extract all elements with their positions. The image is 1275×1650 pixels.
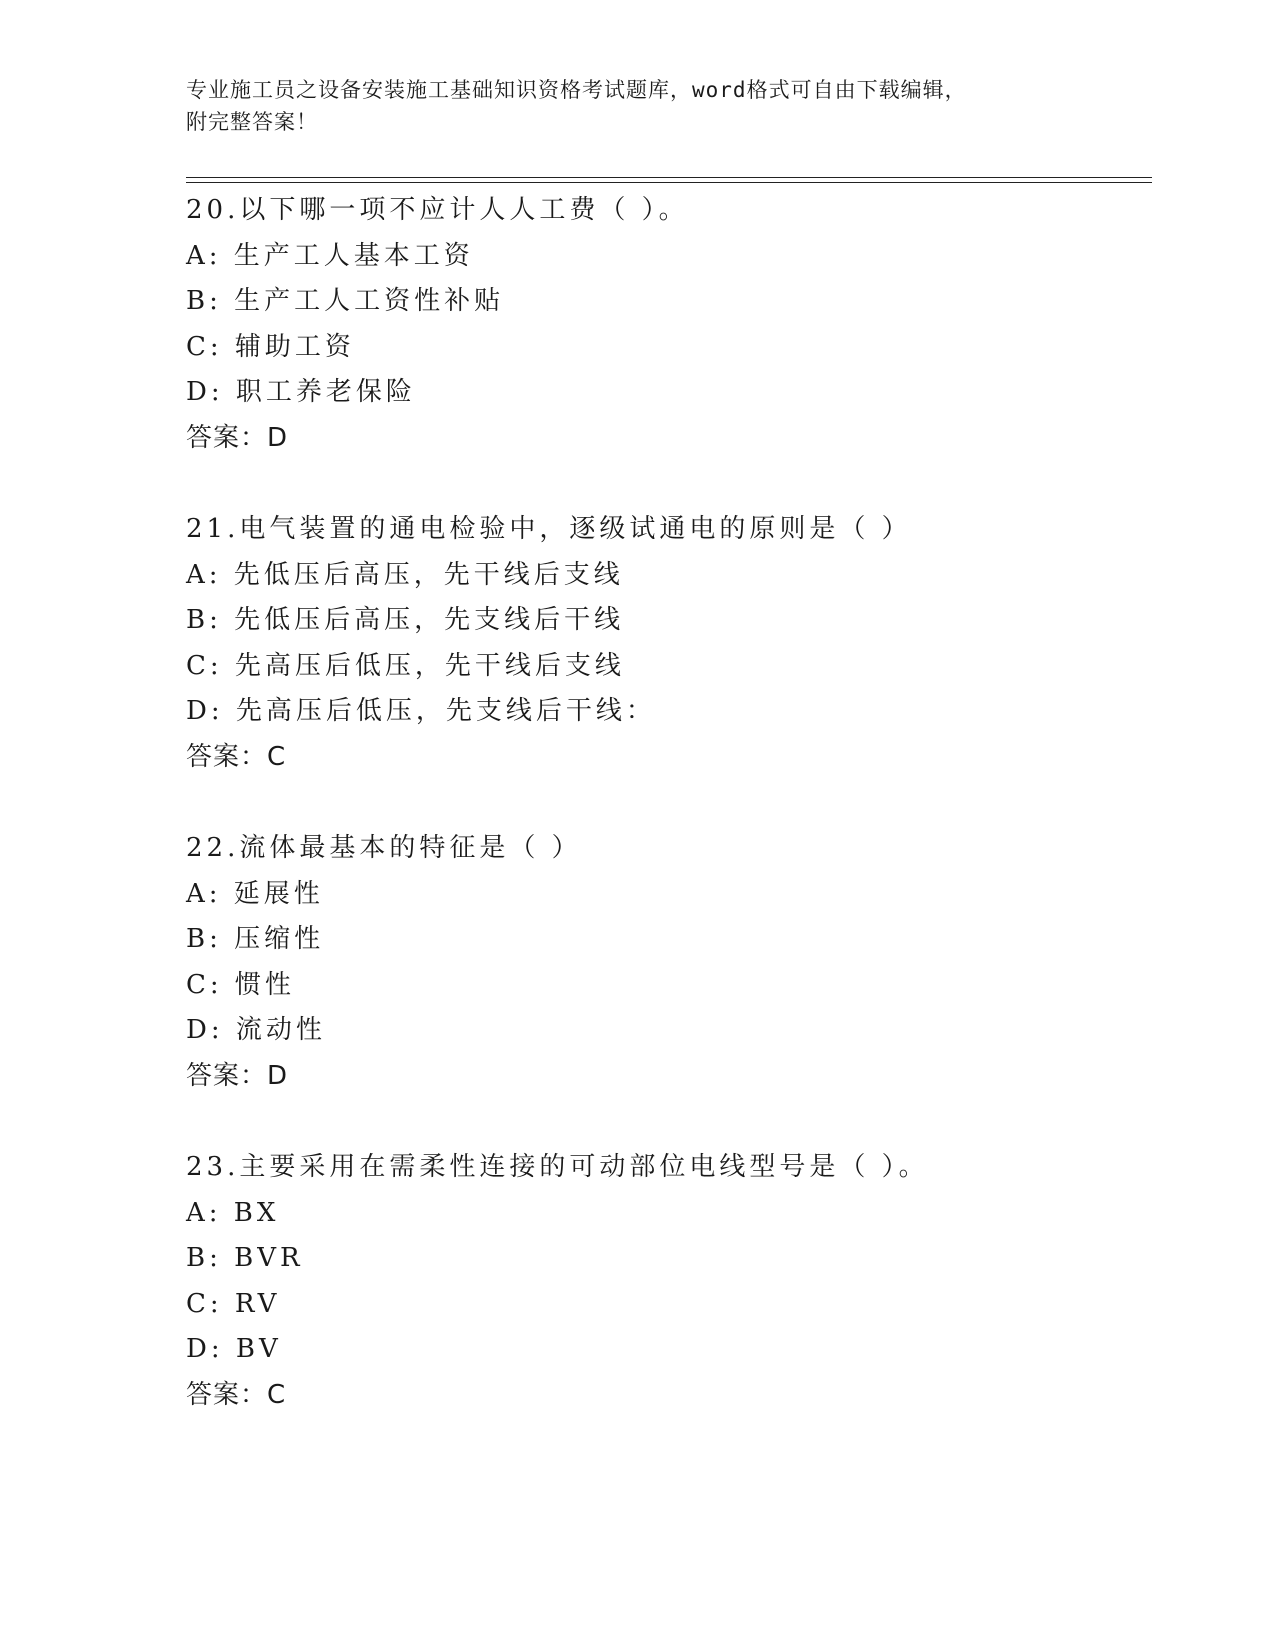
question-21 bbox=[186, 507, 1146, 780]
option-b: B: BVR bbox=[186, 1243, 304, 1273]
option-d: D: 先高压后低压，先支线后干线： bbox=[186, 696, 656, 726]
option-b: B: 生产工人工资性补贴 bbox=[186, 286, 505, 316]
answer-line: 答案：D bbox=[186, 422, 289, 453]
option-a: A: 先低压后高压，先干线后支线 bbox=[186, 559, 624, 590]
option-b: B: 压缩性 bbox=[186, 924, 325, 954]
question-20 bbox=[186, 188, 1146, 461]
question-stem: 20.以下哪一项不应计人人工费（ ）。 bbox=[186, 195, 689, 225]
header-divider-bottom bbox=[186, 182, 1152, 183]
document-header bbox=[186, 74, 1086, 138]
answer-line: 答案：C bbox=[186, 1379, 287, 1410]
answer-line: 答案：C bbox=[186, 741, 287, 772]
option-d: D: 流动性 bbox=[186, 1015, 326, 1045]
header-line-1: 专业施工员之设备安装施工基础知识资格考试题库，word格式可自由下载编辑， bbox=[186, 78, 967, 102]
question-stem: 22.流体最基本的特征是（ ） bbox=[186, 833, 582, 863]
question-22 bbox=[186, 826, 1146, 1099]
option-a: A: 延展性 bbox=[186, 878, 324, 909]
question-23 bbox=[186, 1145, 1146, 1418]
option-d: D: BV bbox=[186, 1334, 282, 1364]
option-c: C: 惯性 bbox=[186, 969, 295, 1000]
option-d: D: 职工养老保险 bbox=[186, 377, 416, 407]
option-a: A: BX bbox=[186, 1197, 280, 1228]
option-c: C: RV bbox=[186, 1288, 281, 1319]
header-line-2: 附完整答案！ bbox=[186, 110, 318, 134]
option-b: B: 先低压后高压，先支线后干线 bbox=[186, 605, 625, 635]
option-c: C: 辅助工资 bbox=[186, 331, 355, 362]
answer-line: 答案：D bbox=[186, 1060, 289, 1091]
header-divider-top bbox=[186, 177, 1152, 178]
question-stem: 23.主要采用在需柔性连接的可动部位电线型号是（ ）。 bbox=[186, 1152, 929, 1182]
question-stem: 21.电气装置的通电检验中，逐级试通电的原则是（ ） bbox=[186, 514, 912, 544]
option-a: A: 生产工人基本工资 bbox=[186, 240, 474, 271]
option-c: C: 先高压后低压，先干线后支线 bbox=[186, 650, 625, 681]
